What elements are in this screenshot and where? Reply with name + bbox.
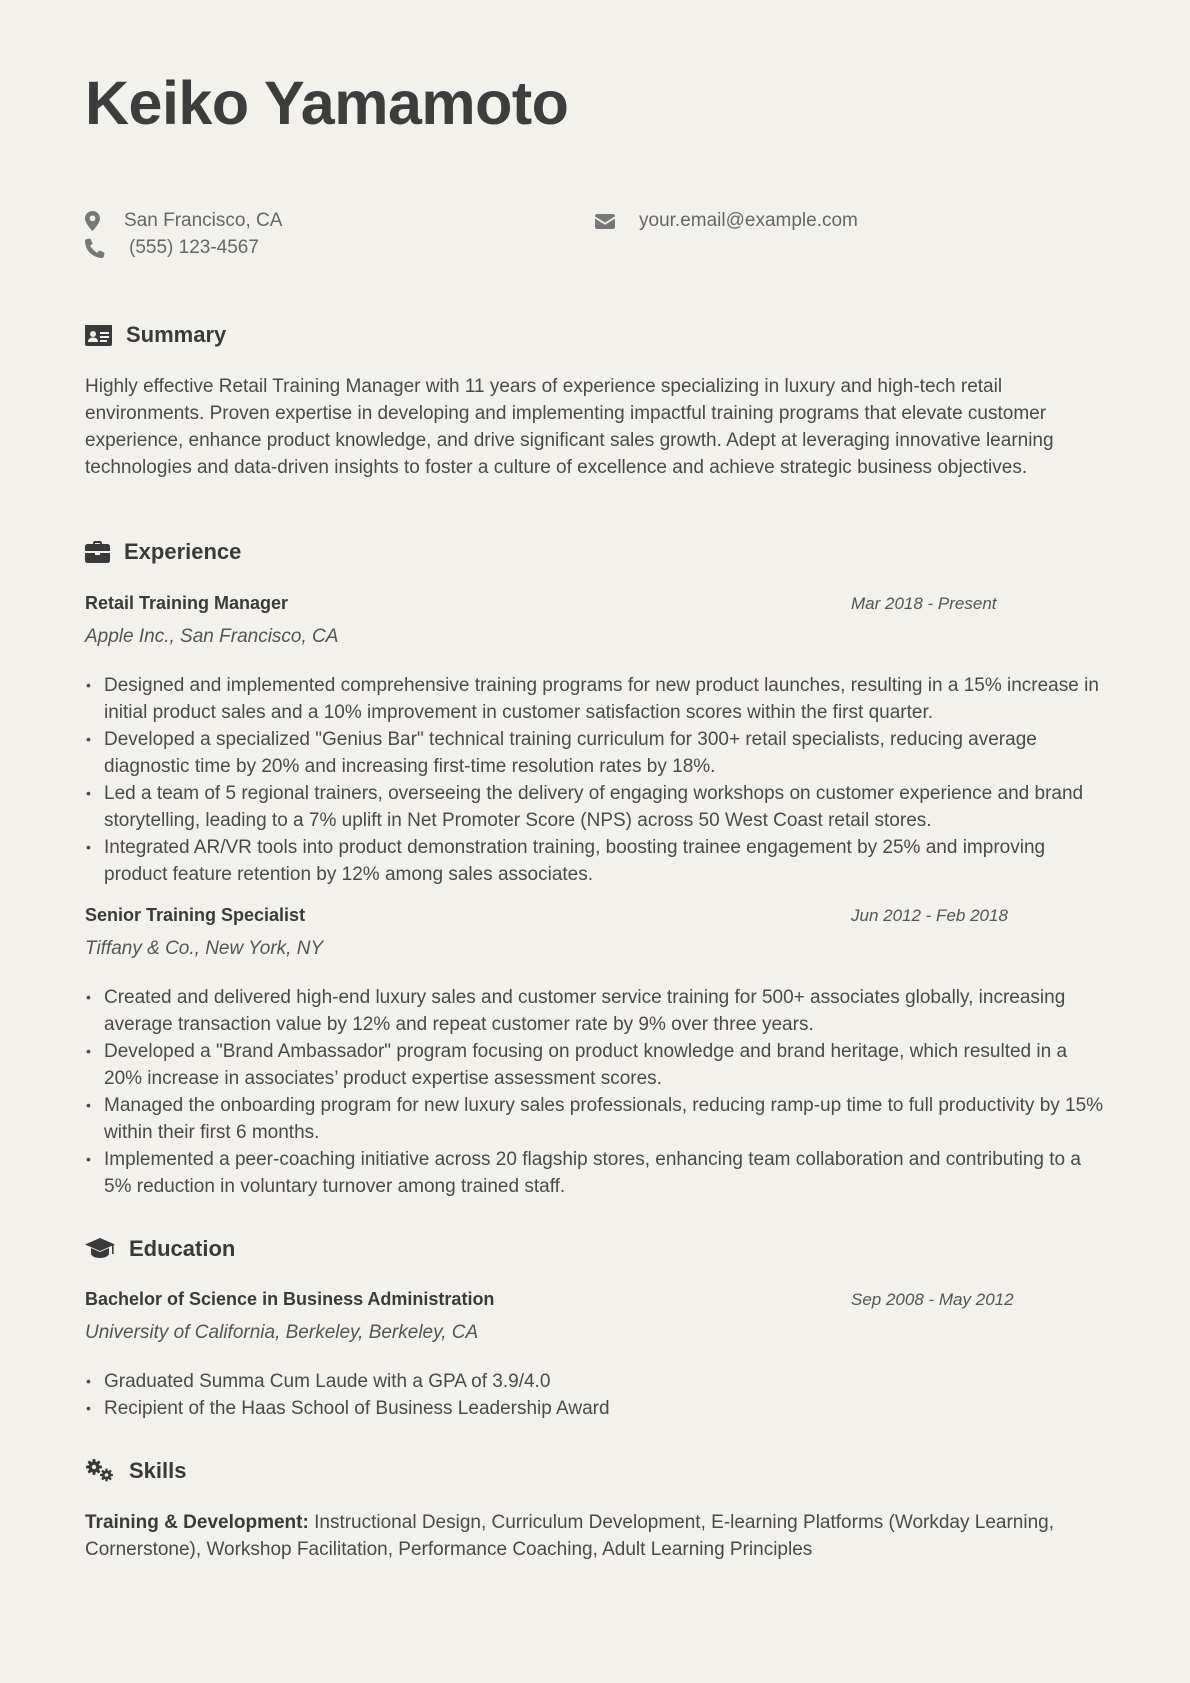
job-title: Retail Training Manager bbox=[85, 593, 289, 613]
phone-text: (555) 123-4567 bbox=[129, 237, 259, 258]
list-item: • Graduated Summa Cum Laude with a GPA of 3.9/4.0 bbox=[85, 1368, 1105, 1395]
skills-text bbox=[85, 1509, 1105, 1563]
list-item: • Recipient of the Haas School of Business Leadership Award bbox=[85, 1395, 1105, 1422]
skills-items: Instructional Design, Curriculum Development, E-learning Platforms (Workday Learning, Cornerstone), Workshop Facilitation, Performance Coaching, Adult Learning Principles bbox=[85, 1512, 1054, 1560]
job-bullets bbox=[85, 984, 1105, 1200]
summary-text: Highly effective Retail Training Manager with 11 years of experience specializing in luxury and high-tech retail environments. Proven expertise in developing and implementing impactful training programs that elevate customer experience, enhance product knowledge, and drive significant sales growth. Adept at leveraging innovative learning technologies and data-driven insights to foster a culture of excellence and achieve strategic business objectives. bbox=[85, 376, 1054, 478]
skills-category: Training & Development: bbox=[85, 1512, 309, 1533]
job-date: Mar 2018 - Present bbox=[851, 594, 997, 613]
list-item: • Led a team of 5 regional trainers, overseeing the delivery of engaging workshops on customer experience and brand storytelling, leading to a 7% uplift in Net Promoter Score (NPS) across 50 West Coast retail stores. bbox=[85, 780, 1105, 834]
phone-icon bbox=[85, 238, 105, 258]
list-item: • Integrated AR/VR tools into product demonstration training, boosting trainee engagement by 25% and improving product feature retention by 12% among sales associates. bbox=[85, 834, 1105, 888]
job-title: Senior Training Specialist bbox=[85, 905, 306, 925]
list-item: • Created and delivered high-end luxury sales and customer service training for 500+ associates globally, increasing average transaction value by 12% and repeat customer rate by 9% over three years. bbox=[85, 984, 1105, 1038]
contact-location bbox=[85, 210, 282, 232]
envelope-icon bbox=[595, 214, 615, 229]
list-item: • Designed and implemented comprehensive training programs for new product launches, resulting in a 15% increase in initial product sales and a 10% improvement in customer satisfaction scores within the first quarter. bbox=[85, 672, 1105, 726]
skills-heading bbox=[85, 1458, 186, 1484]
degree-title: Bachelor of Science in Business Administration bbox=[85, 1289, 495, 1309]
graduation-cap-icon bbox=[85, 1238, 115, 1260]
map-marker-icon bbox=[85, 211, 100, 231]
job-company: Tiffany & Co., New York, NY bbox=[85, 938, 324, 959]
summary-title: Summary bbox=[126, 322, 227, 347]
education-heading bbox=[85, 1236, 235, 1262]
briefcase-icon bbox=[85, 541, 110, 563]
job-bullets bbox=[85, 672, 1105, 888]
education-title: Education bbox=[129, 1236, 236, 1261]
job-company: Apple Inc., San Francisco, CA bbox=[85, 626, 339, 647]
skills-title: Skills bbox=[129, 1458, 187, 1483]
school-name: University of California, Berkeley, Berkeley, CA bbox=[85, 1322, 479, 1343]
experience-heading bbox=[85, 539, 241, 565]
contact-email bbox=[595, 210, 858, 232]
id-card-icon bbox=[85, 325, 112, 346]
experience-title: Experience bbox=[124, 539, 242, 564]
education-date: Sep 2008 - May 2012 bbox=[851, 1290, 1014, 1309]
job-date: Jun 2012 - Feb 2018 bbox=[851, 906, 1008, 925]
gears-icon bbox=[85, 1459, 115, 1483]
education-bullets bbox=[85, 1368, 1105, 1422]
location-text: San Francisco, CA bbox=[124, 210, 283, 231]
candidate-name: Keiko Yamamoto bbox=[85, 69, 569, 137]
summary-heading bbox=[85, 322, 226, 348]
email-link[interactable]: your.email@example.com bbox=[639, 210, 858, 231]
list-item: • Implemented a peer-coaching initiative across 20 flagship stores, enhancing team collaboration and contributing to a 5% reduction in voluntary turnover among trained staff. bbox=[85, 1146, 1105, 1200]
list-item: • Developed a specialized "Genius Bar" technical training curriculum for 300+ retail specialists, reducing average diagnostic time by 20% and increasing first-time resolution rates by 18%. bbox=[85, 726, 1105, 780]
contact-phone bbox=[85, 237, 259, 259]
list-item: • Managed the onboarding program for new luxury sales professionals, reducing ramp-up time to full productivity by 15% within their first 6 months. bbox=[85, 1092, 1105, 1146]
list-item: • Developed a "Brand Ambassador" program focusing on product knowledge and brand heritage, which resulted in a 20% increase in associates’ product expertise assessment scores. bbox=[85, 1038, 1105, 1092]
